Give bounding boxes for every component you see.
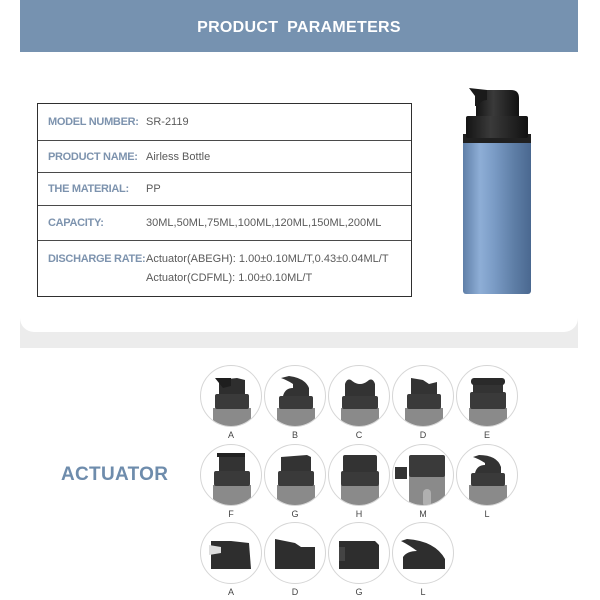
- actuator-a-icon: [200, 365, 262, 427]
- param-label: CAPACITY:: [48, 217, 104, 229]
- actuator-b-icon: [264, 365, 326, 427]
- param-label: THE MATERIAL:: [48, 183, 129, 195]
- actuator-cap-option-d[interactable]: [264, 522, 326, 598]
- actuator-d-icon: [392, 365, 454, 427]
- actuator-option-d[interactable]: [392, 365, 454, 441]
- actuator-letter: B: [291, 430, 298, 440]
- actuator-option-e[interactable]: [456, 365, 518, 441]
- actuator-option-a[interactable]: [200, 365, 262, 441]
- actuator-l-icon: [456, 444, 518, 506]
- param-value: [146, 250, 389, 288]
- actuator-letter: F: [228, 509, 234, 519]
- param-row-material: [38, 173, 411, 206]
- actuator-letter: L: [484, 509, 490, 519]
- actuator-title: ACTUATOR: [61, 464, 169, 485]
- actuator-letter: G: [355, 587, 363, 597]
- param-value: PP: [146, 183, 161, 195]
- actuator-letter: E: [483, 430, 490, 440]
- actuator-cap-option-l[interactable]: [392, 522, 454, 598]
- param-row-model-number: [38, 104, 411, 141]
- actuator-cap-d-icon: [264, 522, 326, 584]
- actuator-cap-g-icon: [328, 522, 390, 584]
- param-label: DISCHARGE RATE:: [48, 253, 146, 265]
- param-value: 30ML,50ML,75ML,100ML,120ML,150ML,200ML: [146, 217, 382, 229]
- actuator-letter: H: [355, 509, 363, 519]
- actuator-c-icon: [328, 365, 390, 427]
- actuator-letter: L: [420, 587, 426, 597]
- actuator-g-icon: [264, 444, 326, 506]
- actuator-option-f[interactable]: [200, 444, 262, 520]
- actuator-cap-a-icon: [200, 522, 262, 584]
- actuator-letter: D: [419, 430, 427, 440]
- section-header: [20, 0, 578, 52]
- actuator-letter: M: [419, 509, 427, 519]
- param-row-product-name: [38, 141, 411, 173]
- actuator-h-icon: [328, 444, 390, 506]
- param-value: SR-2119: [146, 116, 189, 128]
- actuator-letter: A: [227, 587, 234, 597]
- param-value: Airless Bottle: [146, 150, 211, 163]
- parameters-table: [37, 103, 412, 297]
- actuator-letter: A: [227, 430, 234, 440]
- actuator-option-b[interactable]: [264, 365, 326, 441]
- param-value-line: Actuator(CDFML): 1.00±0.10ML/T: [146, 272, 313, 284]
- param-value-line: Actuator(ABEGH): 1.00±0.10ML/T,0.43±0.04ML/T: [146, 253, 389, 265]
- param-row-discharge-rate: [38, 241, 411, 296]
- actuator-option-g[interactable]: [264, 444, 326, 520]
- param-label: MODEL NUMBER:: [48, 116, 139, 128]
- actuator-option-h[interactable]: [328, 444, 390, 520]
- actuator-option-m[interactable]: [392, 444, 454, 520]
- actuator-letter: D: [291, 587, 299, 597]
- actuator-option-l[interactable]: [456, 444, 518, 520]
- param-label: PRODUCT NAME:: [48, 150, 138, 163]
- actuator-e-icon: [456, 365, 518, 427]
- section-title: PRODUCT PARAMETERS: [197, 19, 401, 36]
- actuator-m-icon: [392, 444, 454, 506]
- actuator-letter: C: [355, 430, 363, 440]
- actuator-cap-option-a[interactable]: [200, 522, 262, 598]
- airless-bottle-image: [461, 86, 533, 296]
- actuator-cap-l-icon: [392, 522, 454, 584]
- param-row-capacity: [38, 206, 411, 241]
- actuator-option-c[interactable]: [328, 365, 390, 441]
- actuator-letter: G: [291, 509, 299, 519]
- actuator-cap-option-g[interactable]: [328, 522, 390, 598]
- actuator-f-icon: [200, 444, 262, 506]
